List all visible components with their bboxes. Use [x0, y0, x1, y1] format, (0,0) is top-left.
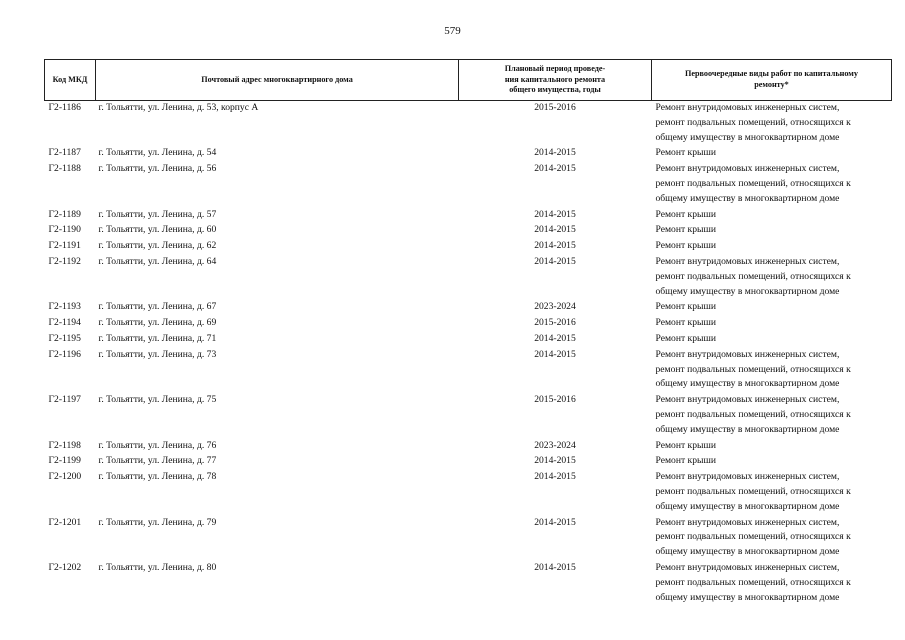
- header-period-line: ния капитального ремонта: [504, 74, 606, 84]
- postal-address: г. Тольятти, ул. Ленина, д. 62: [98, 240, 217, 252]
- header-works-line: Первоочередные виды работ по капитальному: [685, 69, 858, 79]
- repair-works-line: общему имуществу в многоквартирном доме: [655, 500, 840, 512]
- repair-works-line: общему имуществу в многоквартирном доме: [655, 131, 840, 143]
- table-row: [45, 146, 892, 162]
- table-row: [45, 470, 892, 515]
- repair-period: 2014-2015: [534, 516, 576, 528]
- repair-period: 2014-2015: [534, 348, 576, 360]
- postal-address: г. Тольятти, ул. Ленина, д. 53, корпус А: [98, 102, 259, 113]
- repair-works: [652, 223, 892, 239]
- repair-works-line: Ремонт внутридомовых инженерных систем,: [655, 516, 840, 528]
- repair-works-line: Ремонт внутридомовых инженерных систем,: [655, 102, 840, 113]
- table-row: [45, 255, 892, 300]
- repair-works: [652, 208, 892, 224]
- table-body: [45, 101, 892, 607]
- postal-address: г. Тольятти, ул. Ленина, д. 69: [98, 317, 217, 329]
- repair-works: [652, 239, 892, 255]
- repair-works: [652, 439, 892, 455]
- table-row: [45, 348, 892, 393]
- table-row: [45, 316, 892, 332]
- repair-period: 2014-2015: [534, 255, 576, 267]
- repair-period: 2014-2015: [534, 471, 576, 483]
- postal-address: г. Тольятти, ул. Ленина, д. 75: [98, 394, 217, 406]
- repair-period: 2014-2015: [534, 208, 576, 220]
- repair-works-line: Ремонт крыши: [655, 224, 716, 236]
- repair-works: [652, 162, 892, 207]
- repair-works-line: Ремонт внутридомовых инженерных систем,: [655, 348, 840, 360]
- postal-address: г. Тольятти, ул. Ленина, д. 76: [98, 439, 217, 451]
- header-row: [45, 60, 892, 101]
- repair-works: [652, 332, 892, 348]
- repair-works-line: Ремонт крыши: [655, 455, 716, 467]
- postal-address: г. Тольятти, ул. Ленина, д. 73: [98, 348, 217, 360]
- table-header: [45, 60, 892, 101]
- mkd-code: Г2-1194: [48, 317, 81, 329]
- table-row: [45, 561, 892, 606]
- repair-works-line: Ремонт внутридомовых инженерных систем,: [655, 471, 840, 483]
- repair-works-line: общему имуществу в многоквартирном доме: [655, 591, 840, 603]
- repair-works-line: общему имуществу в многоквартирном доме: [655, 423, 840, 435]
- repair-works: [652, 470, 892, 515]
- table-row: [45, 516, 892, 561]
- table-row: [45, 439, 892, 455]
- repair-period: 2023-2024: [534, 439, 576, 451]
- repair-works-line: Ремонт крыши: [655, 301, 716, 313]
- table-row: [45, 332, 892, 348]
- mkd-code: Г2-1191: [48, 240, 81, 252]
- mkd-code: Г2-1189: [48, 208, 81, 220]
- mkd-code: Г2-1188: [48, 163, 81, 175]
- header-period-line: Плановый период проведе-: [504, 63, 606, 73]
- postal-address: г. Тольятти, ул. Ленина, д. 57: [98, 208, 217, 220]
- repair-works: [652, 454, 892, 470]
- table-row: [45, 239, 892, 255]
- table-row: [45, 101, 892, 147]
- mkd-code: Г2-1197: [48, 394, 81, 406]
- repair-period: 2015-2016: [534, 394, 576, 406]
- repair-works-line: Ремонт внутридомовых инженерных систем,: [655, 163, 840, 175]
- repair-works-line: Ремонт внутридомовых инженерных систем,: [655, 561, 840, 573]
- header-works: [652, 60, 892, 101]
- repair-period: 2015-2016: [534, 102, 576, 113]
- repair-works-line: ремонт подвальных помещений, относящихся к: [655, 576, 851, 588]
- page-number: 579: [444, 25, 461, 37]
- header-address: Почтовый адрес многоквартирного дома: [96, 60, 459, 101]
- repair-works-line: Ремонт внутридомовых инженерных систем,: [655, 394, 840, 406]
- repair-works: [652, 393, 892, 438]
- repair-works-line: ремонт подвальных помещений, относящихся к: [655, 177, 851, 189]
- postal-address: г. Тольятти, ул. Ленина, д. 56: [98, 163, 217, 175]
- repair-period: 2015-2016: [534, 317, 576, 329]
- repair-works: [652, 300, 892, 316]
- repair-works: [652, 516, 892, 561]
- table-row: [45, 208, 892, 224]
- repair-period: 2014-2015: [534, 147, 576, 159]
- table-row: [45, 300, 892, 316]
- mkd-code: Г2-1192: [48, 255, 81, 267]
- repair-works: [652, 561, 892, 606]
- repair-works-line: ремонт подвальных помещений, относящихся к: [655, 408, 851, 420]
- repair-period: 2014-2015: [534, 240, 576, 252]
- header-period-line: общего имущества, годы: [509, 85, 601, 95]
- repair-works-line: ремонт подвальных помещений, относящихся к: [655, 531, 851, 543]
- mkd-code: Г2-1193: [48, 301, 81, 313]
- repair-works: [652, 101, 892, 147]
- mkd-code: Г2-1195: [48, 332, 81, 344]
- repair-works-line: Ремонт крыши: [655, 208, 716, 220]
- postal-address: г. Тольятти, ул. Ленина, д. 80: [98, 561, 217, 573]
- postal-address: г. Тольятти, ул. Ленина, д. 60: [98, 224, 217, 236]
- repair-works: [652, 316, 892, 332]
- repair-works: [652, 255, 892, 300]
- repair-works-line: общему имуществу в многоквартирном доме: [655, 285, 840, 297]
- mkd-code: Г2-1202: [48, 561, 82, 573]
- postal-address: г. Тольятти, ул. Ленина, д. 54: [98, 147, 217, 159]
- repair-works: [652, 146, 892, 162]
- mkd-code: Г2-1186: [48, 102, 81, 113]
- repair-works-line: Ремонт крыши: [655, 240, 716, 252]
- header-code: Код МКД: [45, 60, 96, 101]
- repair-period: 2014-2015: [534, 455, 576, 467]
- repair-period: 2014-2015: [534, 561, 576, 573]
- postal-address: г. Тольятти, ул. Ленина, д. 67: [98, 301, 217, 313]
- mkd-code: Г2-1198: [48, 439, 81, 451]
- repair-period: 2014-2015: [534, 163, 576, 175]
- mkd-code: Г2-1199: [48, 455, 81, 467]
- capital-repair-table: [44, 59, 892, 606]
- mkd-code: Г2-1187: [48, 147, 81, 159]
- repair-works-line: общему имуществу в многоквартирном доме: [655, 546, 840, 558]
- postal-address: г. Тольятти, ул. Ленина, д. 71: [98, 332, 217, 344]
- repair-works-line: общему имуществу в многоквартирном доме: [655, 192, 840, 204]
- repair-works-line: ремонт подвальных помещений, относящихся к: [655, 270, 851, 282]
- postal-address: г. Тольятти, ул. Ленина, д. 77: [98, 455, 217, 467]
- repair-period: 2014-2015: [534, 332, 576, 344]
- repair-period: 2014-2015: [534, 224, 576, 236]
- repair-works-line: Ремонт крыши: [655, 332, 716, 344]
- repair-works-line: ремонт подвальных помещений, относящихся к: [655, 116, 851, 128]
- repair-period: 2023-2024: [534, 301, 576, 313]
- repair-works-line: Ремонт крыши: [655, 147, 716, 159]
- header-period: [459, 60, 652, 101]
- repair-works: [652, 348, 892, 393]
- repair-works-line: ремонт подвальных помещений, относящихся к: [655, 363, 851, 375]
- repair-works-line: ремонт подвальных помещений, относящихся к: [655, 485, 851, 497]
- header-works-line: ремонту*: [754, 80, 789, 89]
- postal-address: г. Тольятти, ул. Ленина, д. 78: [98, 471, 217, 483]
- postal-address: г. Тольятти, ул. Ленина, д. 64: [98, 255, 217, 267]
- table-row: [45, 162, 892, 207]
- mkd-code: Г2-1196: [48, 348, 81, 360]
- repair-works-line: Ремонт крыши: [655, 439, 716, 451]
- mkd-code: Г2-1190: [48, 224, 81, 236]
- repair-works-line: Ремонт крыши: [655, 317, 716, 329]
- table-row: [45, 454, 892, 470]
- repair-works-line: Ремонт внутридомовых инженерных систем,: [655, 255, 840, 267]
- table-row: [45, 223, 892, 239]
- table-row: [45, 393, 892, 438]
- postal-address: г. Тольятти, ул. Ленина, д. 79: [98, 516, 217, 528]
- mkd-code: Г2-1201: [48, 516, 82, 528]
- repair-works-line: общему имуществу в многоквартирном доме: [655, 378, 840, 390]
- mkd-code: Г2-1200: [48, 471, 82, 483]
